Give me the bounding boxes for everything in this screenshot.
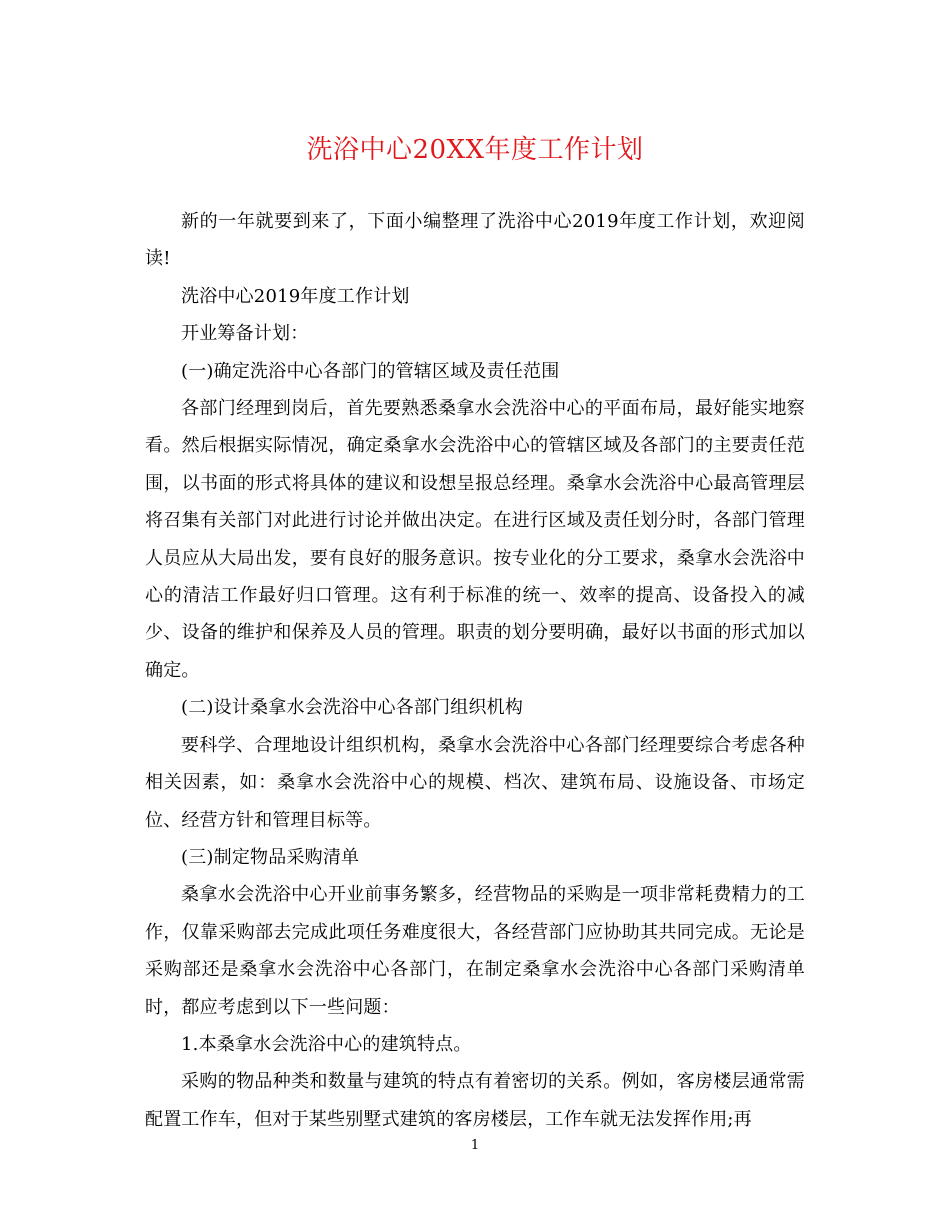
paragraph-section-3: 桑拿水会洗浴中心开业前事务繁多，经营物品的采购是一项非常耗费精力的工作，仅靠采购部去完成此项任务难度很大，各经营部门应协助其共同完成。无论是采购部还是桑拿水会洗浴中心各部门，在制定桑拿水会洗浴中心各部门采购清单时，都应考虑到以下一些问题：: [145, 884, 805, 1018]
paragraph-opening-plan: 开业筹备计划：: [181, 323, 309, 345]
section-heading-1: (一)确定洗浴中心各部门的管辖区域及责任范围: [181, 360, 560, 382]
paragraph-list-item-1: 采购的物品种类和数量与建筑的特点有着密切的关系。例如，客房楼层通常需配置工作车，但对于某些别墅式建筑的客房楼层，工作车就无法发挥作用;再: [145, 1071, 805, 1130]
document-body: [145, 203, 805, 1138]
document-title: 洗浴中心20XX年度工作计划: [306, 135, 644, 165]
paragraph-intro: 新的一年就要到来了，下面小编整理了洗浴中心2019年度工作计划，欢迎阅读!: [145, 211, 805, 270]
page-number: 1: [470, 1138, 480, 1153]
list-item-1: 1.本桑拿水会洗浴中心的建筑特点。: [181, 1033, 472, 1055]
section-heading-2: (二)设计桑拿水会洗浴中心各部门组织机构: [181, 697, 524, 719]
paragraph-section-1: 各部门经理到岗后，首先要熟悉桑拿水会洗浴中心的平面布局，最好能实地察看。然后根据实际情况，确定桑拿水会洗浴中心的管辖区域及各部门的主要责任范围，以书面的形式将具体的建议和设想呈报总经理。桑拿水会洗浴中心最高管理层将召集有关部门对此进行讨论并做出决定。在进行区域及责任划分时，各部门管理人员应从大局出发，要有良好的服务意识。按专业化的分工要求，桑拿水会洗浴中心的清洁工作最好归口管理。这有利于标准的统一、效率的提高、设备投入的减少、设备的维护和保养及人员的管理。职责的划分要明确，最好以书面的形式加以确定。: [145, 398, 805, 681]
paragraph-section-2: 要科学、合理地设计组织机构，桑拿水会洗浴中心各部门经理要综合考虑各种相关因素，如：桑拿水会洗浴中心的规模、档次、建筑布局、设施设备、市场定位、经营方针和管理目标等。: [145, 734, 805, 831]
section-heading-3: (三)制定物品采购清单: [181, 846, 360, 868]
paragraph-plan-heading: 洗浴中心2019年度工作计划: [181, 285, 410, 307]
